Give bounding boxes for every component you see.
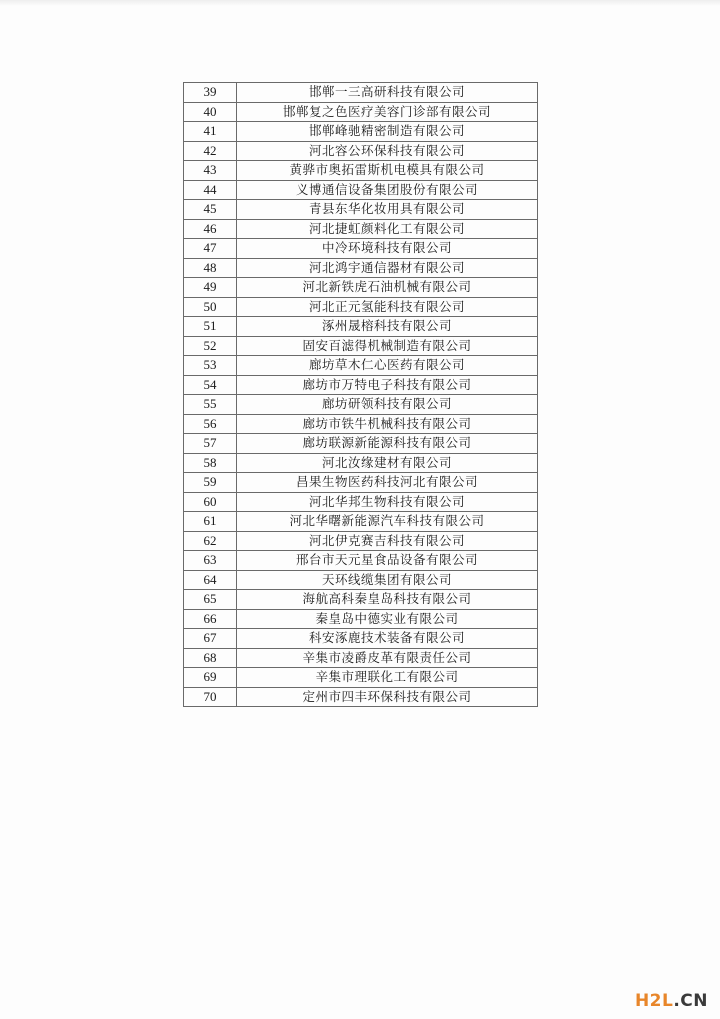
company-name-cell: 邯郸复之色医疗美容门诊部有限公司 [237, 102, 538, 122]
company-name-cell: 义博通信设备集团股份有限公司 [237, 180, 538, 200]
row-number-cell: 57 [184, 434, 237, 454]
company-name-cell: 河北华曙新能源汽车科技有限公司 [237, 512, 538, 532]
company-name-cell: 廊坊联源新能源科技有限公司 [237, 434, 538, 454]
row-number-cell: 40 [184, 102, 237, 122]
row-number-cell: 66 [184, 609, 237, 629]
company-name-cell: 河北鸿宇通信器材有限公司 [237, 258, 538, 278]
row-number-cell: 53 [184, 356, 237, 376]
watermark-part-2: .CN [673, 991, 708, 1011]
row-number-cell: 70 [184, 687, 237, 707]
company-name-cell: 中冷环境科技有限公司 [237, 239, 538, 259]
table-row [184, 512, 538, 532]
company-list-body [184, 83, 538, 707]
table-row [184, 668, 538, 688]
row-number-cell: 60 [184, 492, 237, 512]
company-name-cell: 河北捷虹颜料化工有限公司 [237, 219, 538, 239]
table-row [184, 434, 538, 454]
row-number-cell: 50 [184, 297, 237, 317]
table-row [184, 531, 538, 551]
table-row [184, 141, 538, 161]
company-name-cell: 海航高科秦皇岛科技有限公司 [237, 590, 538, 610]
row-number-cell: 47 [184, 239, 237, 259]
table-row [184, 83, 538, 103]
table-row [184, 590, 538, 610]
company-name-cell: 涿州晟榕科技有限公司 [237, 317, 538, 337]
table-row [184, 336, 538, 356]
table-row [184, 473, 538, 493]
table-row [184, 317, 538, 337]
row-number-cell: 61 [184, 512, 237, 532]
row-number-cell: 41 [184, 122, 237, 142]
company-name-cell: 定州市四丰环保科技有限公司 [237, 687, 538, 707]
row-number-cell: 43 [184, 161, 237, 181]
table-row [184, 122, 538, 142]
row-number-cell: 68 [184, 648, 237, 668]
row-number-cell: 39 [184, 83, 237, 103]
row-number-cell: 51 [184, 317, 237, 337]
table-row [184, 570, 538, 590]
row-number-cell: 56 [184, 414, 237, 434]
table-row [184, 278, 538, 298]
row-number-cell: 42 [184, 141, 237, 161]
company-name-cell: 邯郸峰驰精密制造有限公司 [237, 122, 538, 142]
company-name-cell: 青县东华化妆用具有限公司 [237, 200, 538, 220]
company-name-cell: 邢台市天元星食品设备有限公司 [237, 551, 538, 571]
company-name-cell: 河北正元氢能科技有限公司 [237, 297, 538, 317]
row-number-cell: 55 [184, 395, 237, 415]
row-number-cell: 54 [184, 375, 237, 395]
table-row [184, 395, 538, 415]
table-row [184, 219, 538, 239]
table-row [184, 356, 538, 376]
company-name-cell: 河北伊克赛吉科技有限公司 [237, 531, 538, 551]
row-number-cell: 62 [184, 531, 237, 551]
company-name-cell: 河北新铁虎石油机械有限公司 [237, 278, 538, 298]
row-number-cell: 49 [184, 278, 237, 298]
table-row [184, 414, 538, 434]
row-number-cell: 67 [184, 629, 237, 649]
row-number-cell: 44 [184, 180, 237, 200]
row-number-cell: 64 [184, 570, 237, 590]
table-row [184, 161, 538, 181]
company-name-cell: 廊坊研领科技有限公司 [237, 395, 538, 415]
site-watermark-logo [635, 991, 708, 1011]
table-row [184, 297, 538, 317]
company-name-cell: 天环线缆集团有限公司 [237, 570, 538, 590]
table-row [184, 609, 538, 629]
page-top-edge [0, 0, 720, 6]
company-name-cell: 科安涿鹿技术装备有限公司 [237, 629, 538, 649]
company-name-cell: 辛集市凌爵皮革有限责任公司 [237, 648, 538, 668]
company-name-cell: 辛集市理联化工有限公司 [237, 668, 538, 688]
row-number-cell: 52 [184, 336, 237, 356]
company-name-cell: 黄骅市奥拓雷斯机电模具有限公司 [237, 161, 538, 181]
row-number-cell: 69 [184, 668, 237, 688]
row-number-cell: 59 [184, 473, 237, 493]
table-row [184, 239, 538, 259]
row-number-cell: 46 [184, 219, 237, 239]
company-name-cell: 秦皇岛中德实业有限公司 [237, 609, 538, 629]
company-name-cell: 河北华邦生物科技有限公司 [237, 492, 538, 512]
company-list-table [183, 82, 538, 707]
row-number-cell: 45 [184, 200, 237, 220]
company-name-cell: 廊坊草木仁心医药有限公司 [237, 356, 538, 376]
table-row [184, 551, 538, 571]
row-number-cell: 63 [184, 551, 237, 571]
table-row [184, 375, 538, 395]
table-row [184, 687, 538, 707]
company-name-cell: 河北容公环保科技有限公司 [237, 141, 538, 161]
company-name-cell: 昌果生物医药科技河北有限公司 [237, 473, 538, 493]
table-row [184, 648, 538, 668]
table-row [184, 629, 538, 649]
company-name-cell: 河北汝缘建材有限公司 [237, 453, 538, 473]
company-name-cell: 廊坊市铁牛机械科技有限公司 [237, 414, 538, 434]
table-row [184, 453, 538, 473]
company-name-cell: 邯郸一三高研科技有限公司 [237, 83, 538, 103]
table-row [184, 200, 538, 220]
table-row [184, 180, 538, 200]
company-name-cell: 廊坊市万特电子科技有限公司 [237, 375, 538, 395]
table-row [184, 258, 538, 278]
row-number-cell: 48 [184, 258, 237, 278]
table-row [184, 492, 538, 512]
row-number-cell: 58 [184, 453, 237, 473]
row-number-cell: 65 [184, 590, 237, 610]
watermark-part-1: H2L [634, 991, 674, 1011]
table-row [184, 102, 538, 122]
company-name-cell: 固安百滤得机械制造有限公司 [237, 336, 538, 356]
